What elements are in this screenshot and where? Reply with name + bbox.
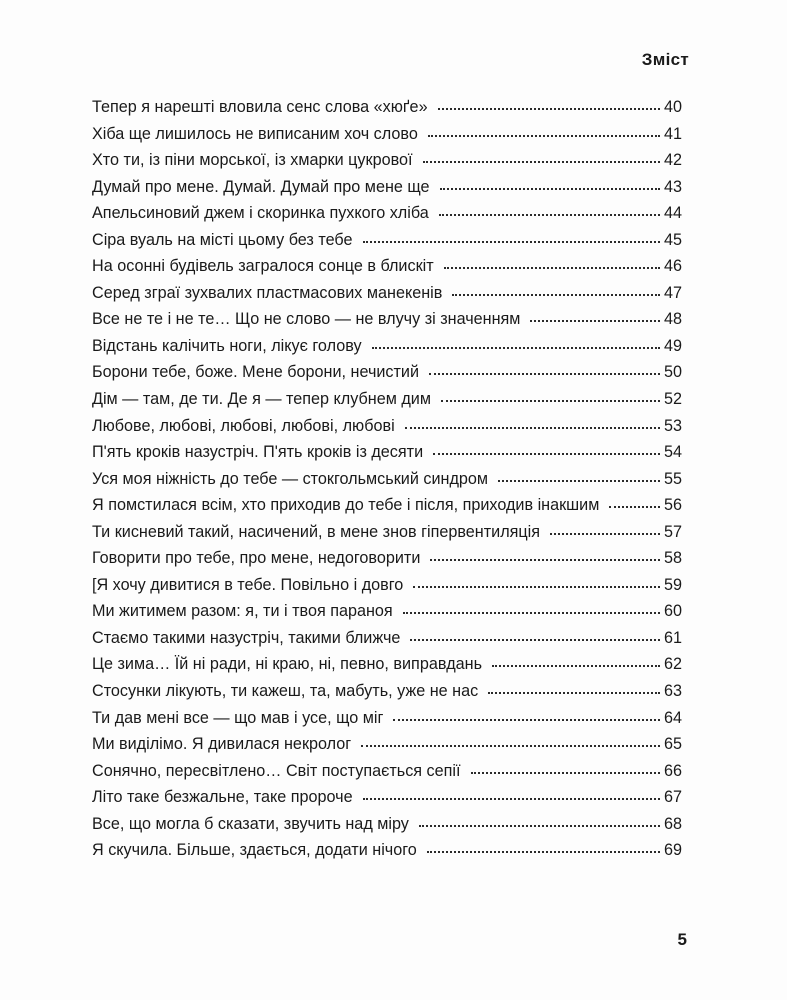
dot-leader (363, 798, 660, 800)
toc-entry (92, 204, 682, 231)
toc-entry-title: На осонні будівель загралося сонце в блискіт (92, 257, 434, 276)
toc-entry (92, 841, 682, 868)
toc-entry (92, 178, 682, 205)
dot-leader (492, 665, 660, 667)
toc-entry-title: П'ять кроків назустріч. П'ять кроків із десяти (92, 443, 424, 462)
toc-entry-title: Думай про мене. Думай. Думай про мене ще (92, 177, 430, 196)
toc-entry (92, 337, 682, 364)
toc-entry-page: 46 (663, 257, 682, 276)
toc-entry-title: Любове, любові, любові, любові, любові (92, 416, 395, 435)
dot-leader (423, 161, 661, 163)
toc-entry-page: 42 (663, 151, 682, 170)
toc-entry-title: Все, що могла б сказати, звучить над міру (92, 814, 409, 833)
dot-leader (403, 612, 660, 614)
toc-entry-page: 60 (663, 602, 682, 621)
toc-entry-page: 68 (663, 814, 682, 833)
toc-entry-title: Говорити про тебе, про мене, недоговорити (92, 549, 421, 568)
toc-entry-title: Серед зграї зухвалих пластмасових манекенів (92, 283, 443, 302)
dot-leader (444, 267, 660, 269)
dot-leader (530, 320, 660, 322)
toc-entry-title: Борони тебе, боже. Мене борони, нечистий (92, 363, 420, 382)
dot-leader (428, 135, 660, 137)
toc-entry-title: Все не те і не те… Що не слово — не влучу зі значенням (92, 310, 521, 329)
dot-leader (430, 559, 660, 561)
toc-entry-title: Стосунки лікують, ти кажеш, та, мабуть, уже не нас (92, 682, 479, 701)
toc-entry-page: 45 (663, 230, 682, 249)
toc-entry (92, 310, 682, 337)
dot-leader (550, 533, 660, 535)
toc-entry-page: 62 (663, 655, 682, 674)
toc-entry-title: Сіра вуаль на місті цьому без тебе (92, 230, 353, 249)
toc-entry-title: [Я хочу дивитися в тебе. Повільно і довго (92, 575, 404, 594)
toc-entry-title: Хто ти, із піни морської, із хмарки цукрової (92, 151, 413, 170)
toc-entry (92, 231, 682, 258)
toc-entry-page: 63 (663, 682, 682, 701)
toc-entry (92, 443, 682, 470)
toc-entry-title: Стаємо такими назустріч, такими ближче (92, 628, 401, 647)
toc-entry (92, 549, 682, 576)
toc-entry-title: Сонячно, пересвітлено… Світ поступається сепії (92, 761, 461, 780)
dot-leader (410, 639, 660, 641)
toc-entry-title: Ти кисневий такий, насичений, в мене знов гіпервентиляція (92, 522, 541, 541)
toc-entry (92, 523, 682, 550)
dot-leader (405, 427, 660, 429)
toc-entry-page: 41 (663, 124, 682, 143)
toc-entry-page: 47 (663, 283, 682, 302)
dot-leader (441, 400, 660, 402)
toc-entry (92, 576, 682, 603)
toc-entry (92, 762, 682, 789)
dot-leader (361, 745, 660, 747)
toc-entry (92, 390, 682, 417)
toc-entry-page: 55 (663, 469, 682, 488)
dot-leader (413, 586, 660, 588)
dot-leader (438, 108, 660, 110)
toc-entry-title: Ти дав мені все — що мав і усе, що міг (92, 708, 384, 727)
toc-entry-title: Це зима… Їй ні ради, ні краю, ні, певно, виправдань (92, 655, 483, 674)
toc-entry-page: 50 (663, 363, 682, 382)
toc-entry (92, 709, 682, 736)
toc-entry (92, 735, 682, 762)
toc-entry-page: 65 (663, 735, 682, 754)
toc-entry-page: 69 (663, 841, 682, 860)
toc-entry-title: Ми виділімо. Я дивилася некролог (92, 735, 352, 754)
dot-leader (439, 214, 660, 216)
toc-entry-page: 56 (663, 496, 682, 515)
dot-leader (429, 373, 660, 375)
toc-entry (92, 284, 682, 311)
toc-entry (92, 363, 682, 390)
dot-leader (372, 347, 660, 349)
toc-entry-page: 49 (663, 336, 682, 355)
toc-entry-page: 57 (663, 522, 682, 541)
toc-entry-page: 43 (663, 177, 682, 196)
toc-entry-title: Хіба ще лишилось не виписаним хоч слово (92, 124, 418, 143)
dot-leader (427, 851, 660, 853)
toc-entry-page: 58 (663, 549, 682, 568)
toc-entry-page: 44 (663, 204, 682, 223)
dot-leader (609, 506, 660, 508)
dot-leader (498, 480, 660, 482)
toc-entry-page: 66 (663, 761, 682, 780)
toc-entry (92, 815, 682, 842)
toc-entry-title: Уся моя ніжність до тебе — стокгольмський синдром (92, 469, 489, 488)
dot-leader (488, 692, 660, 694)
toc-entry-title: Я помстилася всім, хто приходив до тебе і після, приходив інакшим (92, 496, 600, 515)
toc-entry-title: Тепер я нарешті вловила сенс слова «хюґе» (92, 98, 428, 116)
toc-entry-title: Я скучила. Більше, здається, додати нічого (92, 841, 417, 860)
toc-entry-title: Ми житимем разом: я, ти і твоя параноя (92, 602, 393, 621)
toc-entry (92, 417, 682, 444)
toc-entry (92, 788, 682, 815)
toc-entry-title: Апельсиновий джем і скоринка пухкого хліба (92, 204, 429, 223)
toc-entry-title: Дім — там, де ти. Де я — тепер клубнем дим (92, 390, 431, 409)
toc-entry-page: 54 (663, 443, 682, 462)
toc-entry (92, 257, 682, 284)
toc-entry (92, 125, 682, 152)
toc-entry-title: Відстань калічить ноги, лікує голову (92, 336, 362, 355)
toc-entry (92, 151, 682, 178)
dot-leader (471, 772, 660, 774)
section-title: Зміст (641, 50, 689, 69)
toc-entry (92, 629, 682, 656)
toc-entry-page: 67 (663, 788, 682, 807)
page-number: 5 (677, 930, 687, 949)
dot-leader (393, 719, 660, 721)
toc-entry-page: 53 (663, 416, 682, 435)
dot-leader (433, 453, 660, 455)
toc-entry (92, 655, 682, 682)
toc-entry-page: 64 (663, 708, 682, 727)
dot-leader (452, 294, 660, 296)
toc-entry (92, 602, 682, 629)
toc-entry (92, 470, 682, 497)
toc-entry-title: Літо таке безжальне, таке пророче (92, 788, 353, 807)
toc-entry (92, 682, 682, 709)
dot-leader (440, 188, 660, 190)
toc-entry-page: 59 (663, 575, 682, 594)
toc-entry-page: 48 (663, 310, 682, 329)
toc-entry-page: 61 (663, 628, 682, 647)
toc-entry (92, 98, 682, 125)
table-of-contents (92, 98, 682, 868)
toc-entry-page: 40 (663, 98, 682, 116)
dot-leader (363, 241, 660, 243)
toc-entry (92, 496, 682, 523)
toc-entry-page: 52 (663, 390, 682, 409)
dot-leader (419, 825, 660, 827)
